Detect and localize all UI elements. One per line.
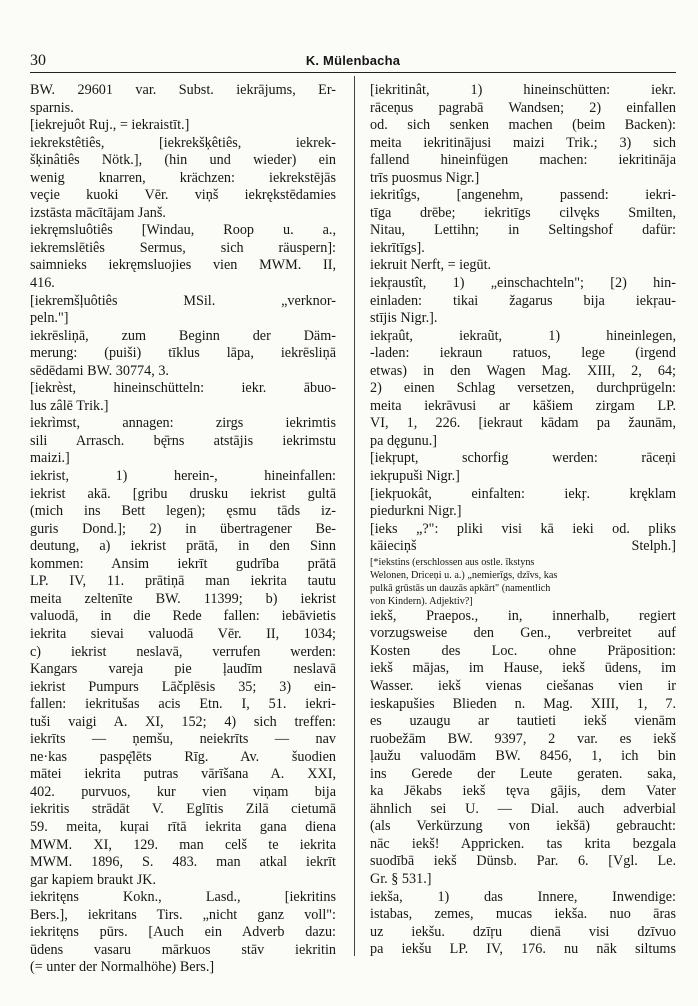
text-line: -laden: iekraun ratuos, lege (irgend: [370, 345, 676, 362]
text-line: meita iekrāvusi ar kāšiem zirgam LP.: [370, 397, 676, 414]
text-line: piedurkni Nigr.]: [370, 503, 462, 520]
text-line: (als Verkürzung von iekšā) gebraucht:: [370, 818, 676, 835]
text-line: suodībā iekš Dünsb. Par. 6. [Vgl. Le.: [370, 853, 676, 870]
text-line: nāc iekš! Appricken. tas krita bezgala: [370, 835, 676, 852]
text-line: iekš, Praepos., in, innerhalb, regiert: [370, 607, 676, 624]
text-line: ļaužu valuodām BW. 8456, 1, ich bin: [370, 748, 676, 765]
text-line: [iekŗuokât, einfalten: iekŗ. kręklam: [370, 485, 676, 502]
column-divider: [354, 76, 355, 956]
text-line: iekrist Pumpurs Lāčplēsis 35; 3) ein-: [30, 678, 336, 695]
text-line: LP. IV, 11. prātiņā man iekrita tautu: [30, 573, 336, 590]
text-line: iekritęns Kokn., Lasd., [iekritins: [30, 889, 336, 906]
text-line: peln."]: [30, 310, 69, 327]
text-line: tuši vaigi A. XI, 152; 4) sich treffen:: [30, 713, 336, 730]
text-line: iekrìmst, annagen: zirgs iekrimtis: [30, 415, 336, 432]
text-line: iekritîgs, [angenehm, passend: iekri-: [370, 187, 676, 204]
text-line: Nitau, Lettihn; in Seltingshof dafür:: [370, 222, 676, 239]
text-line: Bers.], iekritans Tirs. „nicht ganz voll":: [30, 906, 336, 923]
text-line: ieskapušies Blieden n. Mag. XIII, 1, 7.: [370, 695, 676, 712]
text-line: merung: (puiši) tīklus lāpa, iekrēsliņā: [30, 345, 336, 362]
text-line: ins Gerede der Leute geraten. saka,: [370, 765, 676, 782]
text-line: Wasser. iekš vienas ciešanas vien ir: [370, 677, 676, 694]
page-number: 30: [30, 52, 46, 69]
text-line: Kosten des Loc. ohne Präposition:: [370, 642, 676, 659]
text-line: einladen: tikai žagarus bija iekŗau-: [370, 292, 676, 309]
text-line: vorzugsweise den Gen., verbreitet auf: [370, 625, 676, 642]
text-line: maizi.]: [30, 450, 70, 467]
text-line: lus zâlē Trik.]: [30, 397, 109, 414]
text-line: (mich ins Bett legen); ęsmu tāds iz-: [30, 503, 336, 520]
text-line: c) iekrist neslavā, verrufen werden:: [30, 643, 336, 660]
text-line: uz iekšu. dzīŗu dienā visi dzīvuo: [370, 923, 676, 940]
text-line: von Kindern). Adjektiv?]: [370, 595, 473, 607]
header-rule: [30, 72, 676, 73]
text-line: wenig knarren, krächzen: iekrekstējās: [30, 169, 336, 186]
text-line: fallen: iekritušas acis Etn. I, 51. iekri-: [30, 696, 336, 713]
text-line: BW. 29601 var. Subst. iekrājums, Er-: [30, 82, 336, 98]
text-line: ne·kas paspę̄lēts Rīg. Av. šuodien: [30, 748, 336, 765]
text-line: sili Arrasch. bę̄rns atstājis iekrimstu: [30, 432, 336, 449]
text-line: iekrist akā. [gribu drusku iekrist gultā: [30, 485, 336, 502]
text-line: [*iekstins (erschlossen aus ostle. īkstyns: [370, 556, 535, 568]
text-line: [ieks „?": pliki visi kā ieki od. pliks: [370, 520, 676, 537]
text-line: gar kapiem braukt JK.: [30, 871, 157, 888]
text-line: iekŗaustît, 1) „einschachteln"; [2) hin-: [370, 275, 676, 292]
text-line: pulkā grūstās un dauzās apkārt" (namentlich: [370, 582, 551, 594]
text-line: MWM. XI, 129. man celš te iekrita: [30, 836, 336, 853]
text-line: es uzaugu ar tautieti iekš vienām: [370, 713, 676, 730]
text-line: iekŗaût, iekraũt, 1) hineinlegen,: [370, 327, 676, 344]
text-line: pa dęgunu.]: [370, 432, 437, 449]
text-line: veçie kuoki Vēr. viņš iekrękstēdamies: [30, 187, 336, 204]
text-line: šķinâtiês Nötk.], (hin und wieder) ein: [30, 152, 336, 169]
text-line: istabas, zemes, mucas iekša. nuo āras: [370, 906, 676, 923]
text-line: valuodā, in die Rede fallen: iebāvietis: [30, 608, 336, 625]
text-line: od. sich senken machen (beim Backen):: [370, 117, 676, 134]
text-line: iekrekstêtiês, [iekrekšķêtiês, iekrek-: [30, 134, 336, 151]
text-line: iekręmsluôtiês [Windau, Roop u. a.,: [30, 222, 336, 239]
text-line: Gr. § 531.]: [370, 870, 432, 887]
text-line: izstāsta mācītājam Janš.: [30, 204, 166, 221]
text-line: sēdēdami BW. 30774, 3.: [30, 362, 169, 379]
text-line: iekš mājas, im Hause, iekš ūdens, im: [370, 660, 676, 677]
text-line: (= unter der Normalhöhe) Bers.]: [30, 959, 215, 976]
left-column: [30, 82, 336, 977]
text-line: guris Dond.]; 2) in übertragener Be-: [30, 520, 336, 537]
text-line: 59. meita, kuŗai rītā iekrita gana diena: [30, 818, 336, 835]
text-line: saimnieks iekręmsluojies vien MWM. II,: [30, 257, 336, 274]
text-line: fallend hineinfügen machen: iekritināja: [370, 152, 676, 169]
text-line: 402. purvuos, kur vien viņam bija: [30, 783, 336, 800]
text-line: iekritęns pūrs. [Auch ein Adverb dazu:: [30, 924, 336, 941]
page-header: [30, 44, 676, 68]
text-line: trīs puosmus Nigr.]: [370, 169, 480, 186]
running-title: K. Mülenbacha: [305, 53, 401, 68]
text-line: kommen: Ansim iekrīt gudrība prātā: [30, 555, 336, 572]
text-line: ruobežām BW. 9397, 2 var. es iekš: [370, 730, 676, 747]
text-line: iekruit Nerft, = iegūt.: [370, 257, 492, 274]
text-line: deutung, a) iekrist prātā, in den Sinn: [30, 538, 336, 555]
text-line: [iekrejuôt Ruj., = iekraistīt.]: [30, 117, 190, 134]
text-line: iekrita sievai valuodā Vēr. II, 1034;: [30, 625, 336, 642]
text-line: 416.: [30, 275, 55, 292]
text-line: iekrīts — ņemšu, neiekrīts — nav: [30, 731, 336, 748]
text-line: tīga drēbe; iekritīgs cilvęks Smilten,: [370, 204, 676, 221]
text-line: iekŗupuši Nigr.]: [370, 468, 460, 485]
text-line: meita iekritinājusi maizi Trik.; 3) sich: [370, 134, 676, 151]
text-line: etwas) in den Wagen Mag. XIII, 2, 64;: [370, 362, 676, 379]
text-line: pa iekšu LP. IV, 176. nu nāk siltums: [370, 941, 676, 958]
text-line: [iekŗupt, schorfig werden: rāceņi: [370, 450, 676, 467]
text-line: [iekremšļuôtiês MSil. „verknor-: [30, 292, 336, 309]
text-line: VI, 1, 226. [iekraut kādam pa žaunām,: [370, 415, 676, 432]
text-line: sparnis.: [30, 99, 74, 116]
text-line: ūdens vasaru mārkuos stāv iekritin: [30, 941, 336, 958]
text-line: meita zeltenīte BW. 11399; b) iekrist: [30, 590, 336, 607]
text-line: 2) einen Schlag versetzen, durchprügeln:: [370, 380, 676, 397]
text-line: iekrist, 1) herein-, hineinfallen:: [30, 468, 336, 485]
text-line: iekrītīgs].: [370, 239, 425, 256]
text-line: iekša, 1) das Innere, Inwendige:: [370, 888, 676, 905]
text-line: iekritis strādāt V. Eglītis Zilā cietumā: [30, 801, 336, 818]
text-line: [iekrèst, hineinschütteln: iekr. ābuo-: [30, 380, 336, 397]
text-line: ähnlich sei U. — Dial. auch adverbial: [370, 800, 676, 817]
text-line: Welonen, Driceņi u. a.) „nemierīgs, dzīvs, kas: [370, 569, 558, 581]
text-line: iekrēsliņā, zum Beginn der Däm-: [30, 327, 336, 344]
text-line: ka Jēkabs iekš tęva gājis, dem Vater: [370, 783, 676, 800]
text-line: Kangars vareja pie ļaudīm neslavā: [30, 661, 336, 678]
text-line: stījis Nigr.].: [370, 310, 438, 327]
text-line: [iekritinât, 1) hineinschütten: iekr.: [370, 82, 676, 98]
right-column: [370, 82, 676, 959]
text-line: mātei iekrita putras vārīšana A. XXI,: [30, 766, 336, 783]
text-line: MWM. 1896, S. 483. man atkal iekrīt: [30, 854, 336, 871]
text-line: iekremslētiês Sermus, sich räuspern]:: [30, 239, 336, 256]
text-line: kāieciņš Stelph.]: [370, 538, 676, 555]
text-line: rāceņus pagrabā Wandsen; 2) einfallen: [370, 99, 676, 116]
